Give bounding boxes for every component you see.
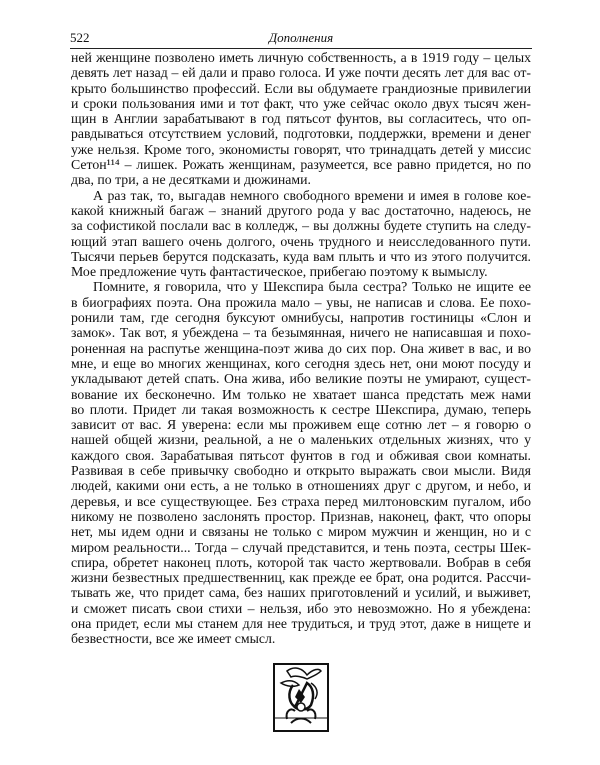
decorative-vignette-icon <box>273 663 329 732</box>
text-line: крыто большинство профессий. Если вы обдумаете грандиозные привилегии <box>71 80 531 96</box>
text-line: ющий этап вашего очень долгого, очень трудного и неисследованного пути. <box>71 233 531 249</box>
text-line: вование их бесконечно. Им только не хватает шанса предстать меж нами <box>71 386 531 402</box>
text-line: людей, какими они есть, а не только в отношениях друг с другом, и небо, и <box>71 478 531 494</box>
text-line: А раз так, то, выгадав немного свободного времени и имея в голове кое- <box>93 187 531 203</box>
text-line: она придет, если мы станем для нее трудиться, и труд этот, даже в нищете и <box>71 615 531 631</box>
text-line: нашей общей жизни, реальной, а не о маленьких отдельных жизнях, что у <box>71 432 531 448</box>
text-line: в биографиях поэта. Она прожила мало – увы, не написав и слова. Ее похо- <box>71 294 531 310</box>
text-line: девять лет назад – ей дали и право голоса. И уже почти десять лет для вас от- <box>71 65 531 81</box>
text-line: мне, и еще во многих женщинах, кого сегодня здесь нет, они моют посуду и <box>71 355 531 371</box>
text-line: Сетон¹¹⁴ – лишек. Рожать женщинам, разумеется, все равно придется, но по <box>71 157 531 173</box>
text-line: спира, обретет наконец плоть, которой так часто жертвовали. Вобрав в себя <box>71 554 531 570</box>
text-line: тывать же, что придет сама, без наших приготовлений и усилий, и выживет, <box>71 585 531 601</box>
page-number: 522 <box>70 30 90 45</box>
text-line: нет, мы идем одни и связаны не только с миром мужчин и женщин, но и с <box>71 524 531 540</box>
text-line: роненная на распутье женщина-поэт жива до сих пор. Она живет в вас, и во <box>71 340 531 356</box>
text-line: уже нельзя. Кроме того, экономисты говорят, что тринадцать детей у миссис <box>71 141 531 157</box>
body-text <box>71 50 531 647</box>
text-line: замок». Так вот, я убеждена – та безымянная, ничего не написавшая и похо- <box>71 325 531 341</box>
text-line: безвестности, все же имеет смысл. <box>71 631 276 647</box>
text-line: каждого своя. Зарабатывая пятьсот фунтов в год и обживая свои комнаты. <box>71 447 531 463</box>
text-line: ней женщине позволено иметь личную собственность, а в 1919 году – целых <box>71 50 531 65</box>
text-line: Тысячи перьев берутся подсказать, куда вам плыть и что из этого получится. <box>71 248 531 264</box>
text-line: укладывают детей спать. Она жива, ибо великие поэты не умирают, сущест- <box>71 371 531 387</box>
text-line: никому не позволено заслонять простор. Признав, наконец, факт, что опоры <box>71 508 531 524</box>
text-line: и сможет писать свои стихи – нельзя, ибо это невозможно. Но я убеждена: <box>71 600 531 616</box>
text-line: жизни безвестных предшественниц, как прежде ее брат, она родится. Рассчи- <box>71 570 531 586</box>
text-line: Мое предложение чуть фантастическое, прибегаю поэтому к вымыслу. <box>71 264 488 280</box>
running-header <box>70 30 532 49</box>
text-line: во плоти. Придет ли такая возможность к сестре Шекспира, думаю, теперь <box>71 401 531 417</box>
text-line: Развивая в себе привычку свободно и открыто выражать свои мысли. Видя <box>71 463 531 479</box>
text-line: какой книжный багаж – знаний другого рода у вас достаточно, надеюсь, не <box>71 202 531 218</box>
text-line: щин в Англии зарабатывают в год пятьсот фунтов, вы согласитесь, что оп- <box>71 111 531 127</box>
text-line: два, по три, а не десятками и дюжинами. <box>71 172 311 188</box>
running-title: Дополнения <box>268 30 334 45</box>
text-line: деревья, и все существующее. Без страха перед милтоновским пугалом, ибо <box>71 493 531 509</box>
text-line: равдываться отсутствием условий, подготовки, поддержки, времени и денег <box>71 126 531 142</box>
text-line: и сроки пользования ими и тот факт, что уже сейчас около двух тысяч жен- <box>71 95 531 111</box>
text-line: миром реальности... Тогда – случай представится, и тень поэта, сестры Шек- <box>71 539 531 555</box>
text-line: ронили там, где сегодня буксуют омнибусы, напротив гостиницы «Слон и <box>71 310 531 326</box>
text-line: Помните, я говорила, что у Шекспира была сестра? Только не ищите ее <box>93 279 531 295</box>
text-line: за софистикой послали вас в колледж, – вы должны будете ступить на следу- <box>71 218 531 234</box>
text-line: зависит от вас. Я уверена: если мы проживем еще сотню лет – я говорю о <box>71 417 531 433</box>
